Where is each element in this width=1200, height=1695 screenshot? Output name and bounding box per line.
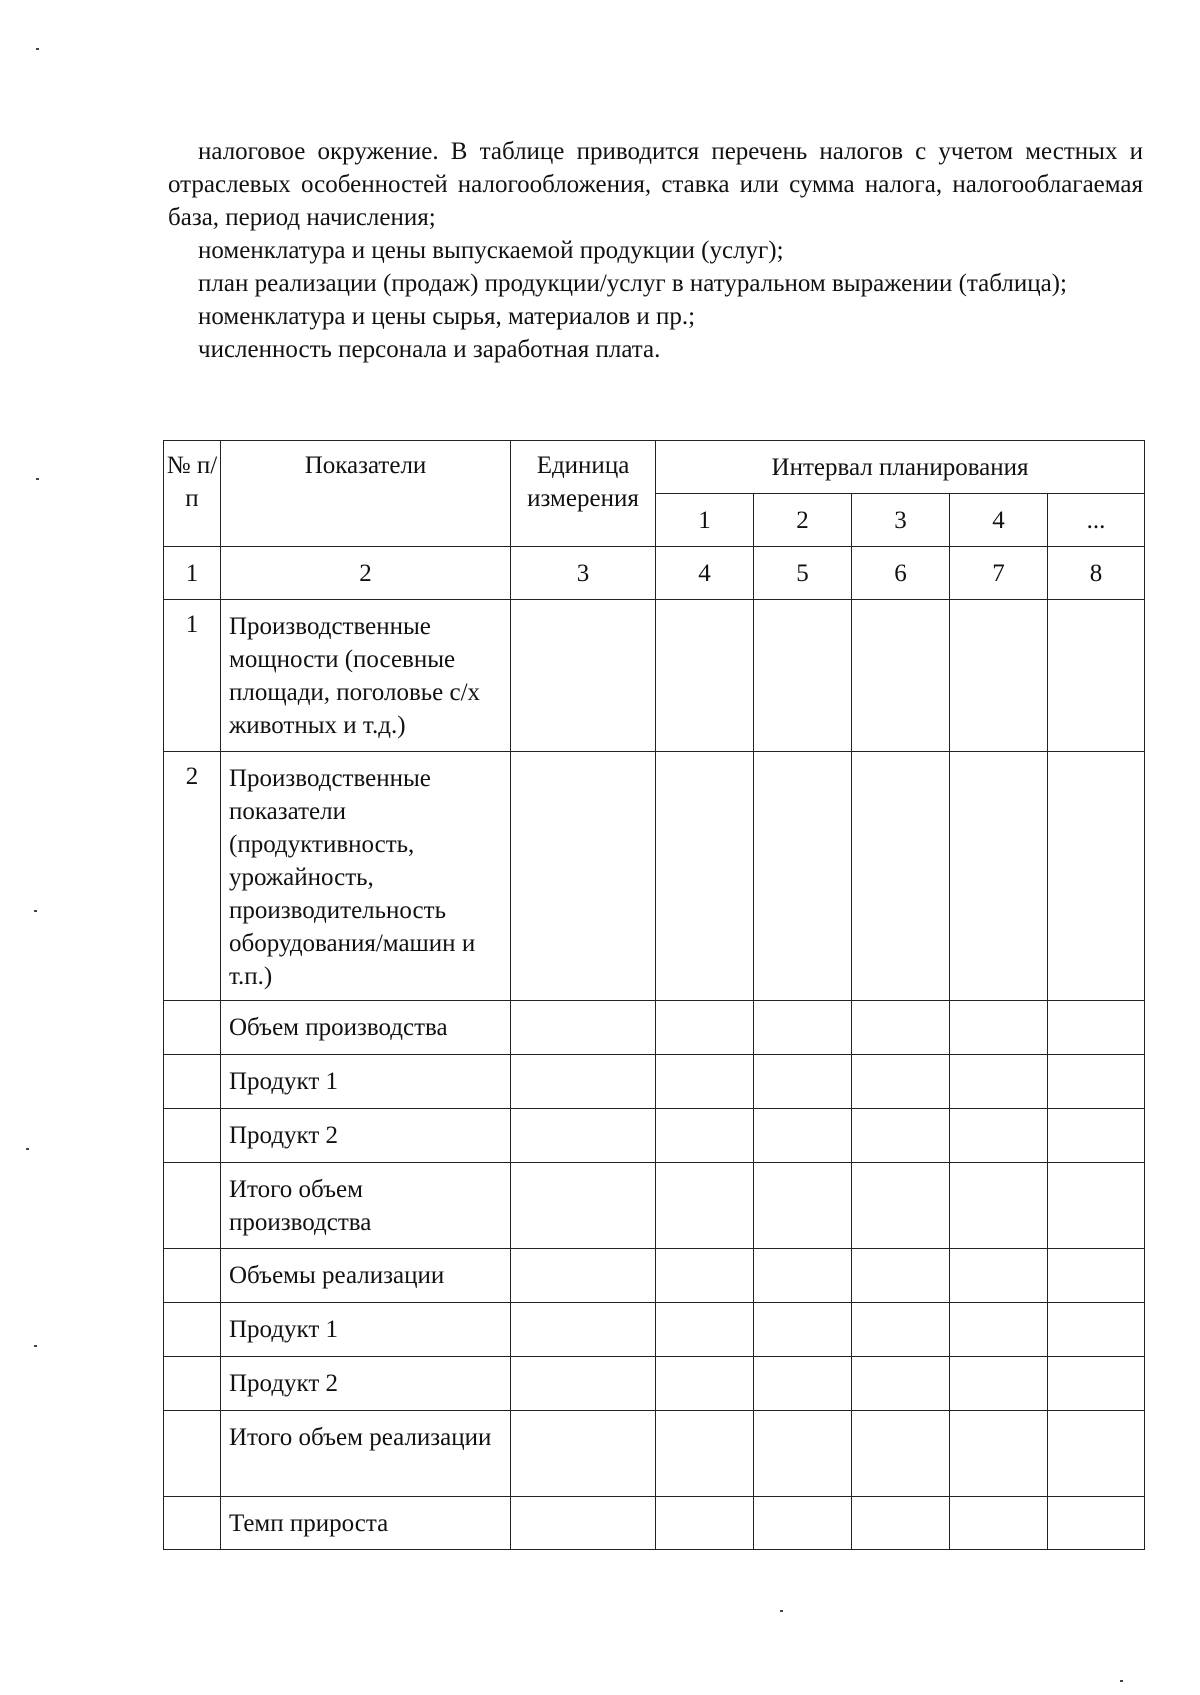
- period-cell: 3: [852, 494, 950, 547]
- empty-cell: [511, 1411, 656, 1497]
- empty-cell: [852, 1411, 950, 1497]
- column-number-row: [164, 547, 1145, 600]
- period-cell: 4: [950, 494, 1048, 547]
- empty-cell: [950, 1163, 1048, 1249]
- row-label: Темп прироста: [221, 1497, 511, 1550]
- paragraph-products: номенклатура и цены выпускаемой продукции (услуг);: [198, 237, 784, 264]
- paragraph-materials: номенклатура и цены сырья, материалов и пр.;: [198, 303, 696, 330]
- empty-cell: [754, 1249, 852, 1303]
- empty-cell: [656, 1001, 754, 1055]
- empty-cell: [1048, 1357, 1145, 1411]
- row-number: 1: [164, 600, 221, 752]
- row-number: [164, 1001, 221, 1055]
- column-number: 7: [950, 547, 1048, 600]
- empty-cell: [950, 1411, 1048, 1497]
- table-row: [164, 1001, 1145, 1055]
- scan-speck: [26, 1148, 29, 1150]
- empty-cell: [852, 1163, 950, 1249]
- empty-cell: [656, 1249, 754, 1303]
- empty-cell: [1048, 752, 1145, 1001]
- scan-speck: [780, 1610, 783, 1612]
- empty-cell: [656, 1303, 754, 1357]
- empty-cell: [852, 600, 950, 752]
- empty-cell: [511, 1303, 656, 1357]
- scan-speck: [34, 1345, 37, 1347]
- empty-cell: [1048, 1249, 1145, 1303]
- empty-cell: [852, 1303, 950, 1357]
- column-number: 6: [852, 547, 950, 600]
- empty-cell: [950, 752, 1048, 1001]
- empty-cell: [754, 1411, 852, 1497]
- empty-cell: [754, 1497, 852, 1550]
- period-cell: 1: [656, 494, 754, 547]
- empty-cell: [1048, 1411, 1145, 1497]
- empty-cell: [754, 1055, 852, 1109]
- table-row: [164, 1303, 1145, 1357]
- row-number: [164, 1303, 221, 1357]
- scan-speck: [1120, 1680, 1123, 1682]
- table-row: [164, 1163, 1145, 1249]
- row-label: Продукт 1: [221, 1055, 511, 1109]
- empty-cell: [656, 600, 754, 752]
- row-number: [164, 1357, 221, 1411]
- empty-cell: [511, 1001, 656, 1055]
- intro-text: [168, 135, 1143, 366]
- paragraph-taxes: налоговое окружение. В таблице приводится перечень налогов с учетом местных и отраслевых особенностей налогообложения, ставка или сумма налога, налогооблагаемая база, период начисления;: [168, 138, 1143, 231]
- empty-cell: [1048, 1001, 1145, 1055]
- empty-cell: [950, 1001, 1048, 1055]
- table-row: [164, 1055, 1145, 1109]
- empty-cell: [950, 1357, 1048, 1411]
- header-num: № п/п: [164, 441, 221, 547]
- empty-cell: [852, 1109, 950, 1163]
- row-number: [164, 1109, 221, 1163]
- row-number: 2: [164, 752, 221, 1001]
- empty-cell: [950, 1055, 1048, 1109]
- table-row: [164, 1411, 1145, 1497]
- empty-cell: [852, 1357, 950, 1411]
- row-label: Продукт 2: [221, 1357, 511, 1411]
- column-number: 5: [754, 547, 852, 600]
- empty-cell: [656, 1497, 754, 1550]
- scan-speck: [34, 910, 37, 912]
- empty-cell: [1048, 600, 1145, 752]
- column-number: 2: [221, 547, 511, 600]
- column-number: 1: [164, 547, 221, 600]
- empty-cell: [852, 1249, 950, 1303]
- scan-speck: [36, 48, 39, 50]
- empty-cell: [656, 1163, 754, 1249]
- empty-cell: [950, 1303, 1048, 1357]
- empty-cell: [511, 1249, 656, 1303]
- empty-cell: [1048, 1055, 1145, 1109]
- row-label: Объемы реализации: [221, 1249, 511, 1303]
- empty-cell: [511, 1497, 656, 1550]
- row-label: Продукт 1: [221, 1303, 511, 1357]
- period-cell: 2: [754, 494, 852, 547]
- table-row: [164, 752, 1145, 1001]
- empty-cell: [511, 752, 656, 1001]
- table-row: [164, 1497, 1145, 1550]
- empty-cell: [1048, 1303, 1145, 1357]
- table-row: [164, 1357, 1145, 1411]
- row-number: [164, 1249, 221, 1303]
- empty-cell: [656, 1357, 754, 1411]
- header-interval: Интервал планирования: [656, 441, 1145, 494]
- row-label: Итого объем производства: [221, 1163, 511, 1249]
- column-number: 4: [656, 547, 754, 600]
- row-label: Производственные мощности (посевные площади, поголовье с/х животных и т.д.): [221, 600, 511, 752]
- empty-cell: [754, 600, 852, 752]
- empty-cell: [656, 1411, 754, 1497]
- paragraph-sales-plan: план реализации (продаж) продукции/услуг в натуральном выражении (таблица);: [198, 270, 1067, 297]
- empty-cell: [852, 1001, 950, 1055]
- table-row: [164, 1109, 1145, 1163]
- empty-cell: [852, 1497, 950, 1550]
- empty-cell: [511, 1055, 656, 1109]
- empty-cell: [511, 1109, 656, 1163]
- empty-cell: [511, 1163, 656, 1249]
- empty-cell: [511, 600, 656, 752]
- table-row: [164, 600, 1145, 752]
- empty-cell: [950, 1497, 1048, 1550]
- empty-cell: [656, 752, 754, 1001]
- empty-cell: [1048, 1163, 1145, 1249]
- planning-table: [163, 440, 1145, 1550]
- row-number: [164, 1163, 221, 1249]
- row-number: [164, 1411, 221, 1497]
- header-unit: Единица измерения: [511, 441, 656, 547]
- row-number: [164, 1497, 221, 1550]
- empty-cell: [1048, 1497, 1145, 1550]
- empty-cell: [950, 1249, 1048, 1303]
- empty-cell: [754, 1163, 852, 1249]
- empty-cell: [950, 600, 1048, 752]
- column-number: 8: [1048, 547, 1145, 600]
- row-label: Итого объем реализации: [221, 1411, 511, 1497]
- empty-cell: [511, 1357, 656, 1411]
- table-row: [164, 1249, 1145, 1303]
- empty-cell: [754, 1109, 852, 1163]
- empty-cell: [852, 1055, 950, 1109]
- row-label: Производственные показатели (продуктивность, урожайность, производительность оборудования/машин и т.п.): [221, 752, 511, 1001]
- period-cell: ...: [1048, 494, 1145, 547]
- empty-cell: [754, 1357, 852, 1411]
- empty-cell: [950, 1109, 1048, 1163]
- scan-speck: [36, 478, 39, 480]
- header-indicators: Показатели: [221, 441, 511, 547]
- header-row-1: [164, 441, 1145, 494]
- column-number: 3: [511, 547, 656, 600]
- empty-cell: [656, 1055, 754, 1109]
- empty-cell: [754, 1001, 852, 1055]
- empty-cell: [656, 1109, 754, 1163]
- empty-cell: [1048, 1109, 1145, 1163]
- paragraph-staff: численность персонала и заработная плата.: [198, 336, 661, 363]
- empty-cell: [754, 1303, 852, 1357]
- empty-cell: [852, 752, 950, 1001]
- empty-cell: [754, 752, 852, 1001]
- row-label: Продукт 2: [221, 1109, 511, 1163]
- row-number: [164, 1055, 221, 1109]
- row-label: Объем производства: [221, 1001, 511, 1055]
